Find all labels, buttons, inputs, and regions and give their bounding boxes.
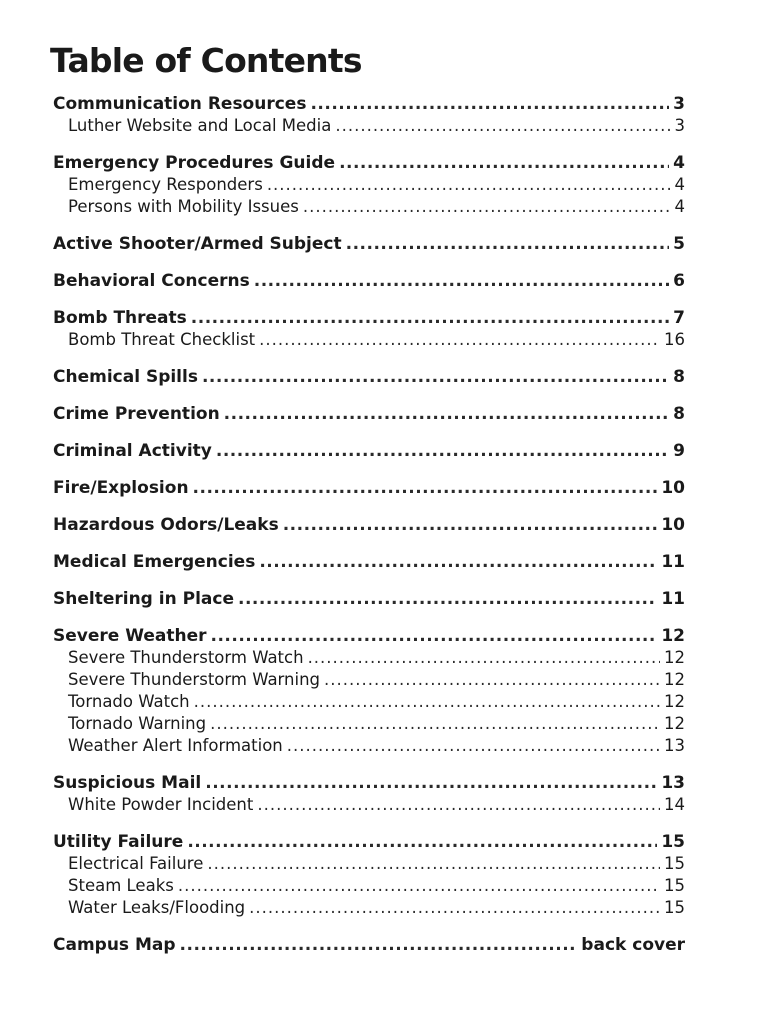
dot-leader bbox=[310, 93, 669, 115]
dot-leader bbox=[187, 831, 657, 853]
toc-page-number: 3 bbox=[674, 116, 685, 135]
toc-section bbox=[53, 307, 685, 351]
toc-page-number: 12 bbox=[664, 692, 685, 711]
toc-subentry[interactable] bbox=[53, 196, 685, 218]
toc-entry-label: Severe Weather bbox=[53, 626, 207, 646]
dot-leader bbox=[254, 270, 669, 292]
toc-entry-label: Campus Map bbox=[53, 935, 176, 955]
toc-entry-label: Crime Prevention bbox=[53, 404, 220, 424]
toc-subentry[interactable] bbox=[53, 897, 685, 919]
toc-page-number: 8 bbox=[673, 404, 685, 424]
dot-leader bbox=[224, 403, 669, 425]
toc-subentry[interactable] bbox=[53, 735, 685, 757]
toc-page-number: 6 bbox=[673, 271, 685, 291]
toc-page-number: 4 bbox=[674, 197, 685, 216]
toc-entry-label: Sheltering in Place bbox=[53, 589, 234, 609]
toc-entry[interactable] bbox=[53, 831, 685, 853]
toc-page-number: 14 bbox=[664, 795, 685, 814]
dot-leader bbox=[259, 551, 657, 573]
dot-leader bbox=[283, 514, 658, 536]
toc-section bbox=[53, 477, 685, 499]
toc-subentry[interactable] bbox=[53, 713, 685, 735]
toc-page-number: 10 bbox=[661, 478, 685, 498]
toc-page-number: 10 bbox=[661, 515, 685, 535]
toc-page-number: 15 bbox=[664, 898, 685, 917]
toc-subentry[interactable] bbox=[53, 647, 685, 669]
toc-entry-label: Electrical Failure bbox=[68, 854, 204, 873]
dot-leader bbox=[191, 307, 669, 329]
dot-leader bbox=[308, 647, 660, 669]
toc-entry-label: White Powder Incident bbox=[68, 795, 254, 814]
dot-leader bbox=[207, 853, 660, 875]
toc-entry-label: Active Shooter/Armed Subject bbox=[53, 234, 342, 254]
toc-page-number: 12 bbox=[661, 626, 685, 646]
toc-page-number: 15 bbox=[664, 876, 685, 895]
toc-page-number: 3 bbox=[673, 94, 685, 114]
dot-leader bbox=[238, 588, 657, 610]
toc-page-number: 12 bbox=[664, 714, 685, 733]
toc-page-number: 13 bbox=[664, 736, 685, 755]
toc-entry-label: Bomb Threats bbox=[53, 308, 187, 328]
toc-subentry[interactable] bbox=[53, 853, 685, 875]
toc-section bbox=[53, 93, 685, 137]
toc-entry-label: Criminal Activity bbox=[53, 441, 212, 461]
toc-entry[interactable] bbox=[53, 477, 685, 499]
toc-entry-label: Bomb Threat Checklist bbox=[68, 330, 256, 349]
toc-entry[interactable] bbox=[53, 514, 685, 536]
toc-page-number: 4 bbox=[674, 175, 685, 194]
toc-page-number: 9 bbox=[673, 441, 685, 461]
toc-section bbox=[53, 233, 685, 255]
toc-subentry[interactable] bbox=[53, 794, 685, 816]
toc-entry[interactable] bbox=[53, 307, 685, 329]
toc-section bbox=[53, 831, 685, 919]
dot-leader bbox=[335, 115, 670, 137]
toc-page-number: 4 bbox=[673, 153, 685, 173]
toc-subentry[interactable] bbox=[53, 691, 685, 713]
toc-entry-label: Persons with Mobility Issues bbox=[68, 197, 299, 216]
toc-entry-label: Luther Website and Local Media bbox=[68, 116, 332, 135]
toc-entry-label: Water Leaks/Flooding bbox=[68, 898, 246, 917]
toc-subentry[interactable] bbox=[53, 174, 685, 196]
toc-subentry[interactable] bbox=[53, 669, 685, 691]
toc-subentry[interactable] bbox=[53, 875, 685, 897]
toc-page-number: 15 bbox=[664, 854, 685, 873]
dot-leader bbox=[249, 897, 660, 919]
dot-leader bbox=[324, 669, 660, 691]
toc-page-number: 16 bbox=[664, 330, 685, 349]
dot-leader bbox=[205, 772, 657, 794]
dot-leader bbox=[180, 934, 578, 956]
dot-leader bbox=[211, 625, 658, 647]
dot-leader bbox=[202, 366, 669, 388]
toc-entry[interactable] bbox=[53, 152, 685, 174]
toc-entry[interactable] bbox=[53, 93, 685, 115]
toc-entry[interactable] bbox=[53, 440, 685, 462]
toc-entry-label: Weather Alert Information bbox=[68, 736, 283, 755]
dot-leader bbox=[216, 440, 669, 462]
toc-entry[interactable] bbox=[53, 366, 685, 388]
toc-page-number: 7 bbox=[673, 308, 685, 328]
toc-entry-label: Chemical Spills bbox=[53, 367, 198, 387]
toc-section bbox=[53, 588, 685, 610]
dot-leader bbox=[194, 691, 660, 713]
toc-section bbox=[53, 934, 685, 956]
toc-entry[interactable] bbox=[53, 934, 685, 956]
toc-page-number: 5 bbox=[673, 234, 685, 254]
toc-section bbox=[53, 551, 685, 573]
toc-entry[interactable] bbox=[53, 233, 685, 255]
toc-entry[interactable] bbox=[53, 403, 685, 425]
toc-entry[interactable] bbox=[53, 551, 685, 573]
toc-entry-label: Fire/Explosion bbox=[53, 478, 189, 498]
toc-entry-label: Steam Leaks bbox=[68, 876, 174, 895]
toc-page-number: 13 bbox=[661, 773, 685, 793]
toc-section bbox=[53, 440, 685, 462]
dot-leader bbox=[210, 713, 660, 735]
toc-page-number: 15 bbox=[661, 832, 685, 852]
toc-section bbox=[53, 625, 685, 757]
toc-entry-label: Tornado Watch bbox=[68, 692, 190, 711]
toc-entry[interactable] bbox=[53, 772, 685, 794]
toc-entry-label: Severe Thunderstorm Warning bbox=[68, 670, 321, 689]
toc-subentry[interactable] bbox=[53, 329, 685, 351]
dot-leader bbox=[259, 329, 660, 351]
dot-leader bbox=[339, 152, 669, 174]
toc-page-number: 11 bbox=[661, 552, 685, 572]
toc-entry-label: Communication Resources bbox=[53, 94, 307, 114]
toc-entry-label: Severe Thunderstorm Watch bbox=[68, 648, 304, 667]
toc-section bbox=[53, 403, 685, 425]
toc-entry[interactable] bbox=[53, 588, 685, 610]
dot-leader bbox=[287, 735, 660, 757]
toc-entry-label: Behavioral Concerns bbox=[53, 271, 250, 291]
dot-leader bbox=[303, 196, 671, 218]
page-title: Table of Contents bbox=[50, 41, 362, 80]
dot-leader bbox=[257, 794, 660, 816]
toc-page-number: 12 bbox=[664, 670, 685, 689]
toc-section bbox=[53, 270, 685, 292]
toc-entry-label: Hazardous Odors/Leaks bbox=[53, 515, 279, 535]
dot-leader bbox=[193, 477, 658, 499]
toc-entry-label: Emergency Responders bbox=[68, 175, 263, 194]
toc-entry-label: Tornado Warning bbox=[68, 714, 207, 733]
toc-page-number: 12 bbox=[664, 648, 685, 667]
dot-leader bbox=[346, 233, 670, 255]
toc-entry[interactable] bbox=[53, 625, 685, 647]
toc-subentry[interactable] bbox=[53, 115, 685, 137]
dot-leader bbox=[178, 875, 660, 897]
toc-page-number: back cover bbox=[581, 935, 685, 955]
toc-entry-label: Medical Emergencies bbox=[53, 552, 256, 572]
toc-page-number: 8 bbox=[673, 367, 685, 387]
dot-leader bbox=[267, 174, 671, 196]
toc-entry-label: Utility Failure bbox=[53, 832, 184, 852]
toc-section bbox=[53, 152, 685, 218]
toc-entry-label: Emergency Procedures Guide bbox=[53, 153, 336, 173]
toc-page-number: 11 bbox=[661, 589, 685, 609]
toc-section bbox=[53, 514, 685, 536]
toc-entry-label: Suspicious Mail bbox=[53, 773, 202, 793]
toc-entry[interactable] bbox=[53, 270, 685, 292]
toc-section bbox=[53, 772, 685, 816]
table-of-contents bbox=[53, 93, 685, 971]
toc-section bbox=[53, 366, 685, 388]
